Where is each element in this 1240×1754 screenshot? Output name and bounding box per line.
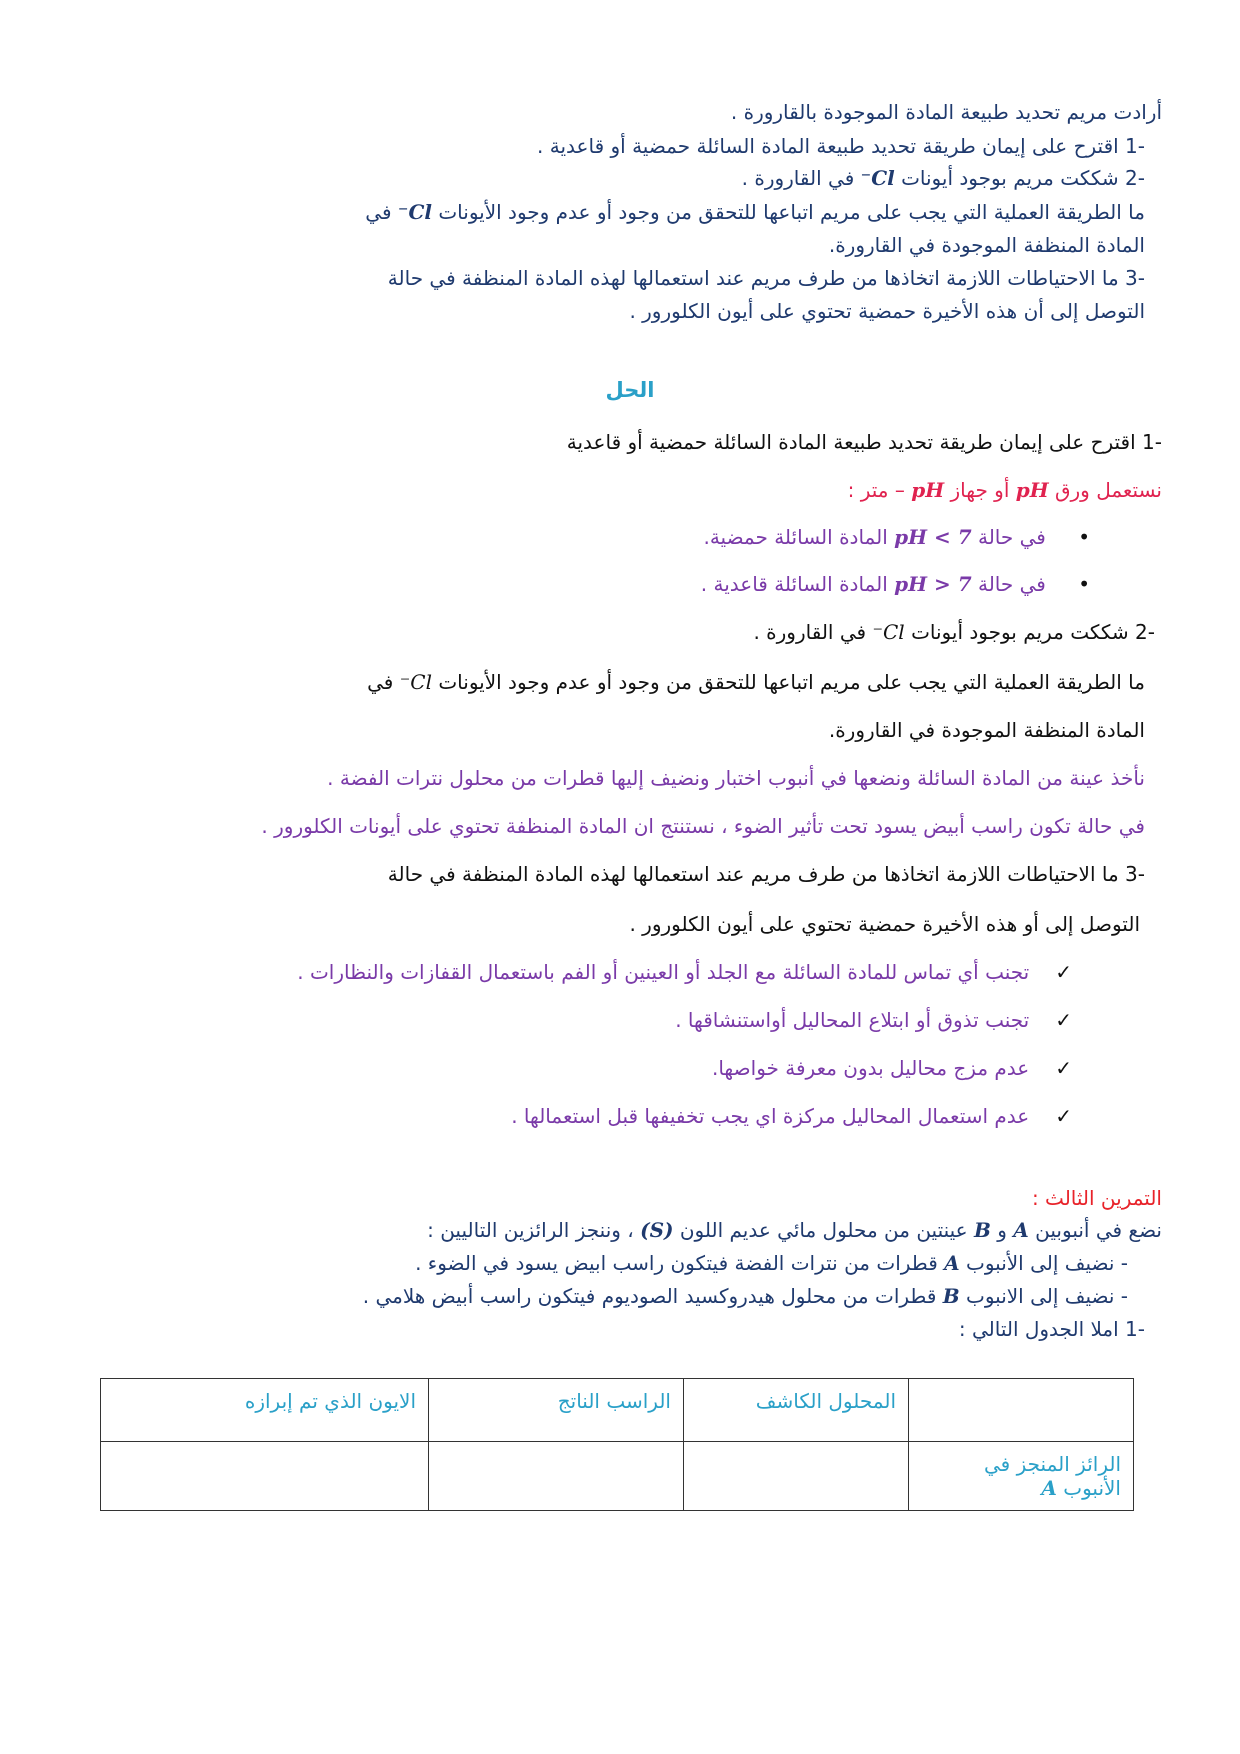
solution-q1: -1 اقترح على إيمان طريقة تحديد طبيعة المادة السائلة حمضية أو قاعدية — [566, 430, 1162, 454]
solution-ph-method: نستعمل ورق pH أو جهاز pH – متر : — [847, 478, 1162, 502]
solution-q3-line2: التوصل إلى أو هذه الأخيرة حمضية تحتوي على أيون الكلورور . — [629, 912, 1140, 936]
exercise3-item-b: - نضيف إلى الانبوب B قطرات من محلول هيدروكسيد الصوديوم فيتكون راسب أبيض هلامي . — [362, 1284, 1128, 1308]
exercise3-item-a: - نضيف إلى الأنبوب A قطرات من نترات الفضة فيتكون راسب ابيض يسود في الضوء . — [415, 1251, 1128, 1275]
solution-bullet-basic: • في حالة pH > 7 المادة السائلة قاعدية . — [0, 572, 1090, 596]
exercise3-task: -1 املا الجدول التالي : — [958, 1317, 1145, 1341]
solution-check-item: ✓ عدم استعمال المحاليل مركزة اي يجب تخفيفها قبل استعمالها . — [0, 1104, 1072, 1128]
table-header-cell — [909, 1379, 1134, 1442]
solution-q3-line1: -3 ما الاحتياطات اللازمة اتخاذها من طرف مريم عند استعمالها لهذه المادة المنظفة في حالة — [387, 862, 1145, 886]
table-header-precipitate: الراسب الناتج — [429, 1379, 684, 1442]
problem-q2-line2: ما الطريقة العملية التي يجب على مريم اتباعها للتحقق من وجود أو عدم وجود الأيونات Cl⁻ في — [365, 200, 1145, 224]
exercise3-title: التمرين الثالث : — [1031, 1186, 1162, 1210]
solution-q2-line2: ما الطريقة العملية التي يجب على مريم اتباعها للتحقق من وجود أو عدم وجود الأيونات Cl⁻ في — [367, 670, 1145, 694]
table-header-ion: الايون الذي تم إبرازه — [101, 1379, 429, 1442]
solution-bullet-acidic: • في حالة pH < 7 المادة السائلة حمضية. — [0, 525, 1090, 549]
solution-q2-line3: المادة المنظفة الموجودة في القارورة. — [828, 718, 1145, 742]
chloride-ion-symbol: Cl⁻ — [399, 670, 432, 694]
chloride-ion-symbol: Cl⁻ — [397, 200, 432, 224]
results-table — [100, 1378, 1134, 1511]
solution-answer2-line2: في حالة تكون راسب أبيض يسود تحت تأثير الضوء ، نستنتج ان المادة المنظفة تحتوي على أيونات الكلورور . — [261, 814, 1145, 838]
problem-q2: -2 شككت مريم بوجود أيونات Cl⁻ في القارورة . — [741, 166, 1145, 190]
problem-q3-line2: التوصل إلى أن هذه الأخيرة حمضية تحتوي على أيون الكلورور . — [629, 299, 1145, 323]
table-header-row — [101, 1379, 1134, 1442]
table-cell-precipitate[interactable] — [429, 1442, 684, 1511]
chloride-ion-symbol: Cl⁻ — [860, 166, 895, 190]
problem-q3-line1: -3 ما الاحتياطات اللازمة اتخاذها من طرف مريم عند استعمالها لهذه المادة المنظفة في حالة — [387, 266, 1145, 290]
problem-q1: -1 اقترح على إيمان طريقة تحديد طبيعة المادة السائلة حمضية أو قاعدية . — [537, 134, 1145, 158]
solution-check-item: ✓ تجنب تذوق أو ابتلاع المحاليل أواستنشاقها . — [0, 1008, 1072, 1032]
exercise3-statement: نضع في أنبوبين A و B عينتين من محلول مائي عديم اللون (S) ، وننجز الرائزين التاليين : — [427, 1218, 1162, 1242]
solution-check-item: ✓ تجنب أي تماس للمادة السائلة مع الجلد أو العينين أو الفم باستعمال القفازات والنظارات . — [0, 960, 1072, 984]
table-row-label: الرائز المنجز في الأنبوب A — [909, 1442, 1134, 1511]
table-row — [101, 1442, 1134, 1511]
table-header-reagent: المحلول الكاشف — [684, 1379, 909, 1442]
solution-answer2-line1: نأخذ عينة من المادة السائلة ونضعها في أنبوب اختبار ونضيف إليها قطرات من محلول نترات الفضة . — [327, 766, 1145, 790]
chloride-ion-symbol: Cl⁻ — [872, 620, 905, 644]
solution-q2: -2 شككت مريم بوجود أيونات Cl⁻ في القارورة . — [753, 620, 1155, 644]
solution-heading: الحل — [605, 378, 655, 402]
table-cell-reagent[interactable] — [684, 1442, 909, 1511]
table-cell-ion[interactable] — [101, 1442, 429, 1511]
problem-q2-line3: المادة المنظفة الموجودة في القارورة. — [828, 233, 1145, 257]
solution-check-item: ✓ عدم مزج محاليل بدون معرفة خواصها. — [0, 1056, 1072, 1080]
problem-intro: أرادت مريم تحديد طبيعة المادة الموجودة بالقارورة . — [730, 100, 1162, 124]
